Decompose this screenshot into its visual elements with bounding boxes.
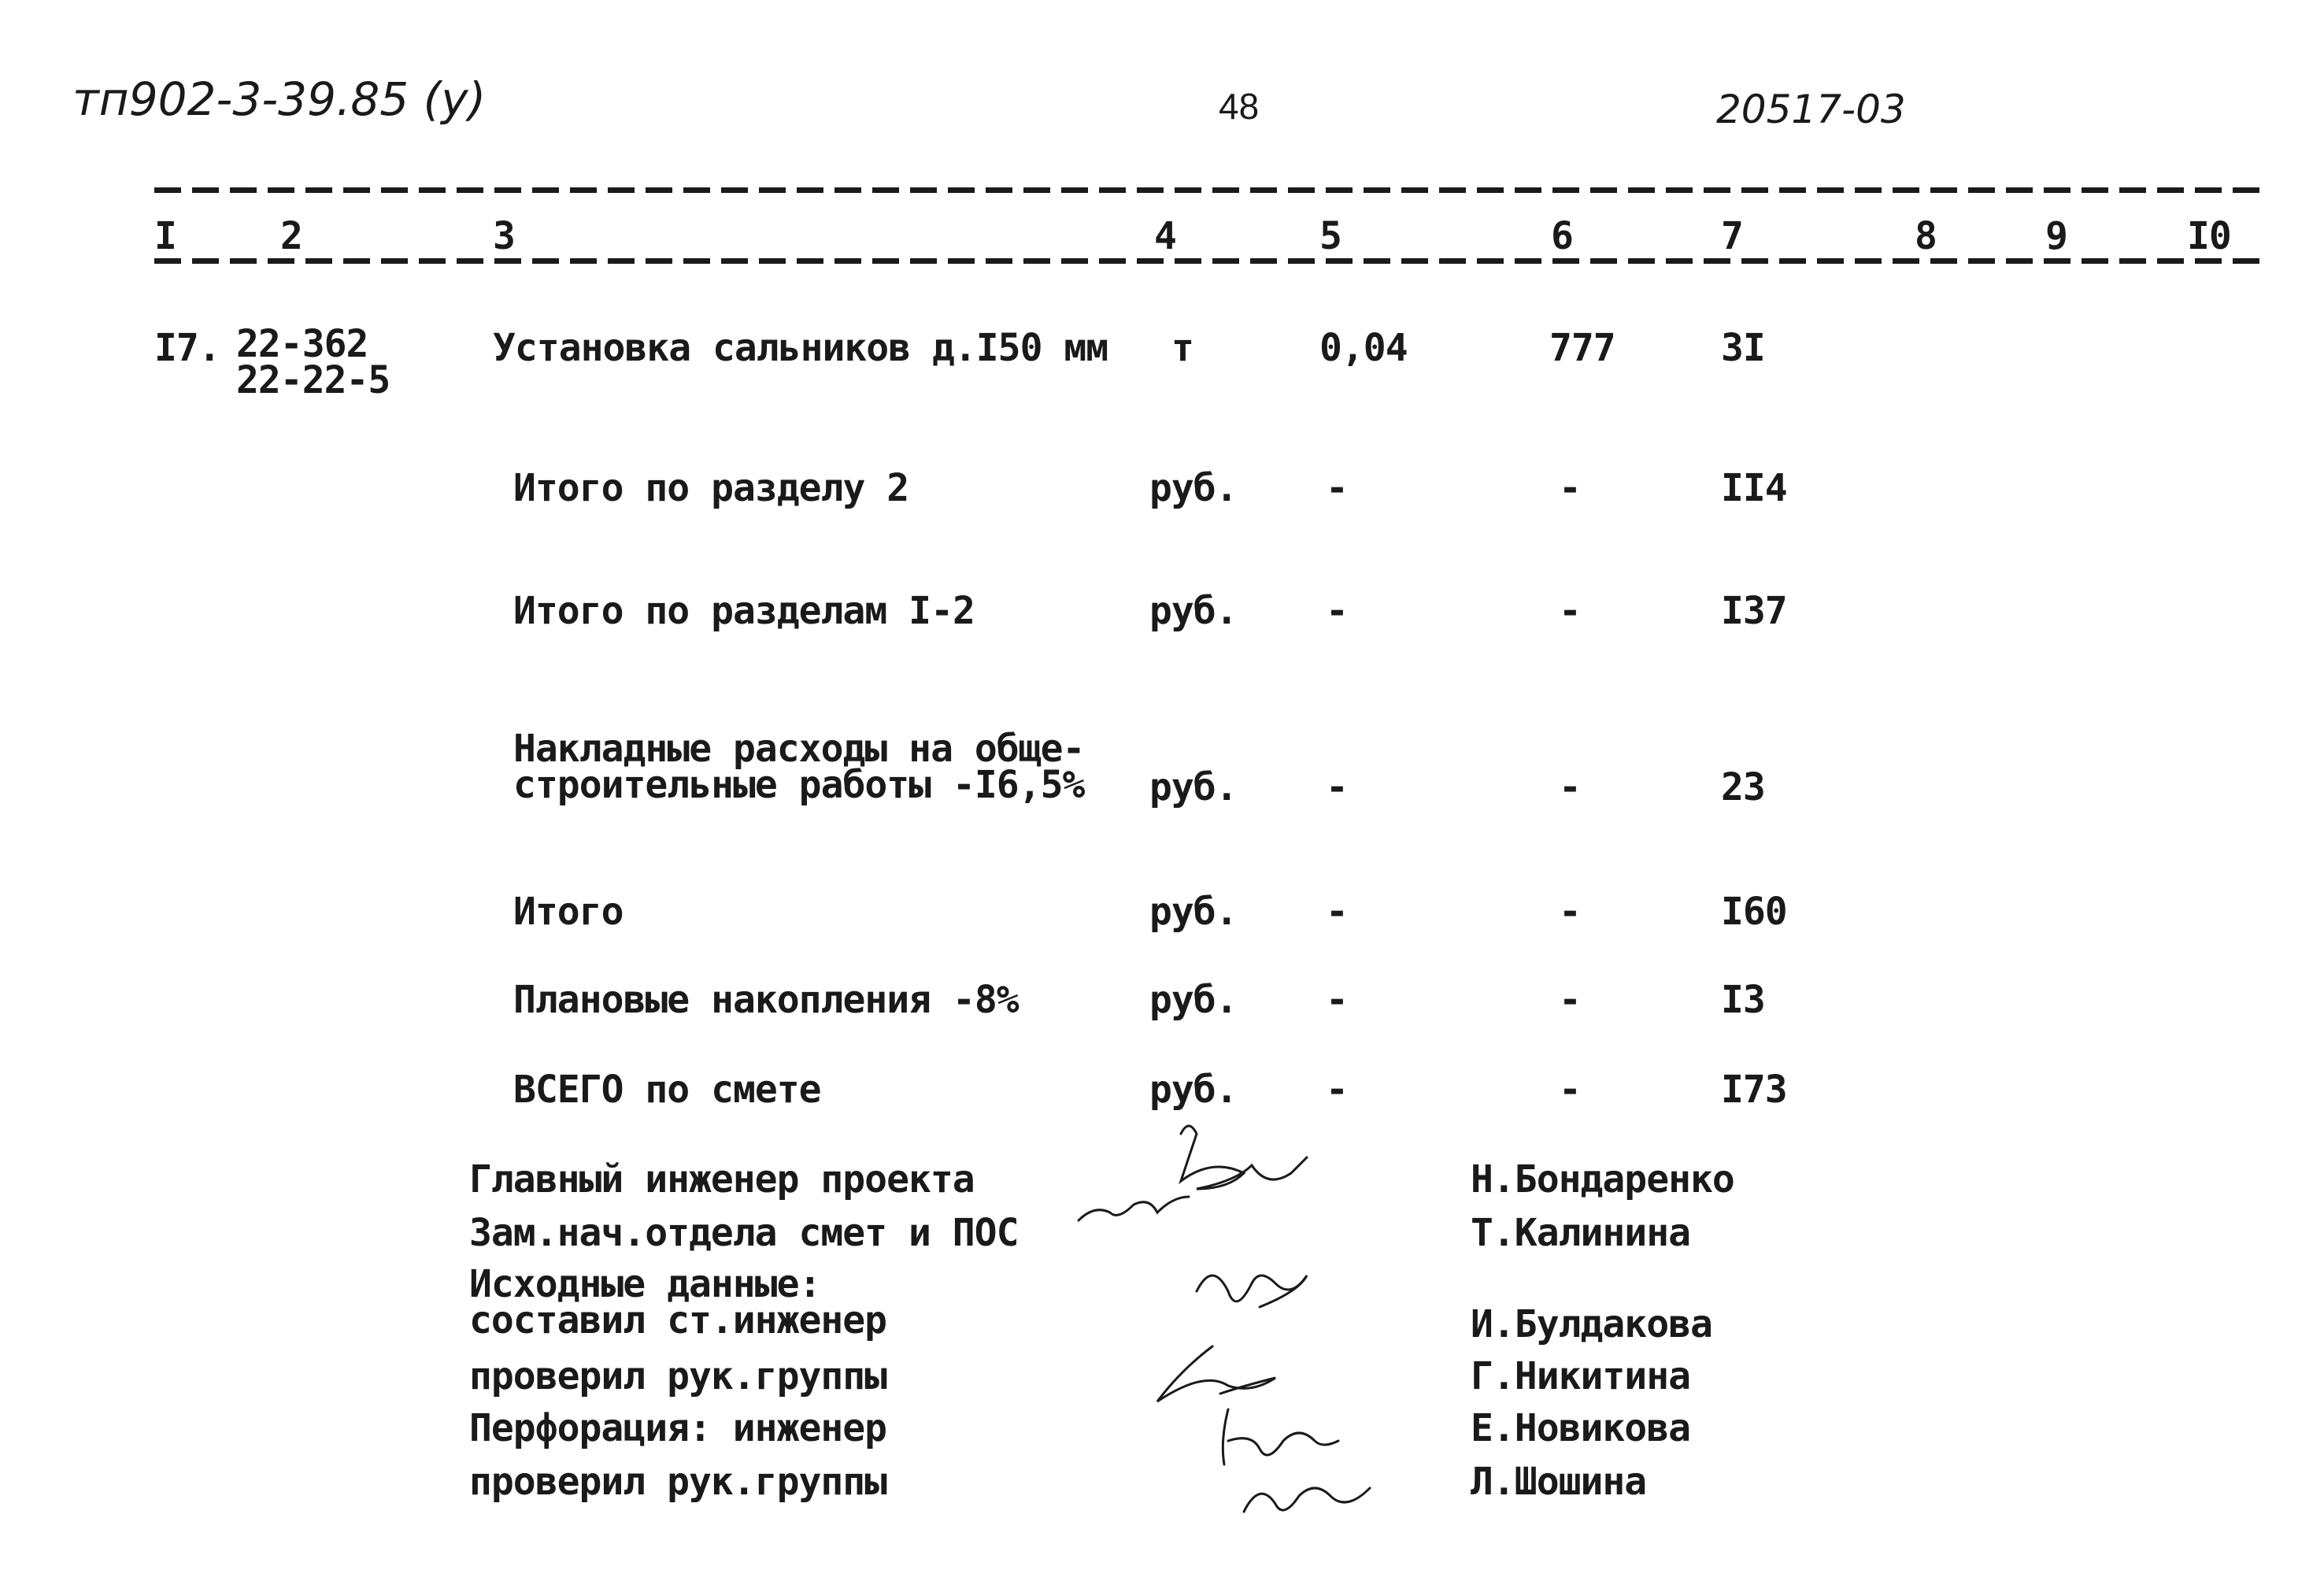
summary-unit: руб. (1149, 466, 1238, 510)
quantity: 0,04 (1319, 326, 1408, 370)
column-header-2: 2 (280, 214, 302, 258)
summary-unit: руб. (1149, 890, 1238, 934)
summary-unit: руб. (1149, 978, 1238, 1022)
rate-code (236, 322, 390, 402)
handwritten-signatures (1055, 1102, 1386, 1543)
column-header-dashed-rule (154, 258, 2264, 264)
column-header-1: I (154, 214, 176, 258)
column-header-4: 4 (1154, 214, 1176, 258)
summary-col6: - (1559, 589, 1581, 633)
signature-scribble-4 (1157, 1346, 1275, 1401)
rate-code-line-2: 22-22-5 (236, 358, 390, 402)
signature-name: Е.Новикова (1471, 1406, 1690, 1450)
signature-scribble-3 (1197, 1276, 1307, 1307)
summary-col5: - (1326, 765, 1348, 809)
column-header-6: 6 (1551, 214, 1573, 258)
column-header-5: 5 (1319, 214, 1341, 258)
signature-role-line-2: составил ст.инженер (469, 1298, 887, 1342)
signature-name: Г.Никитина (1471, 1354, 1690, 1398)
summary-col7: I37 (1721, 589, 1787, 633)
summary-col7: I73 (1721, 1068, 1787, 1112)
summary-col6: - (1559, 765, 1581, 809)
column-header-8: 8 (1915, 214, 1937, 258)
signature-name: Т.Калинина (1471, 1211, 1690, 1255)
summary-col5: - (1326, 1068, 1348, 1112)
signature-role (469, 1262, 887, 1342)
document-number: 20517-03 (1716, 87, 1906, 132)
summary-label: ВСЕГО по смете (513, 1068, 821, 1112)
page-number: 48 (1219, 86, 1260, 127)
signature-scribble-2 (1079, 1197, 1189, 1220)
signature-scribble-6 (1244, 1488, 1370, 1512)
unit: т (1171, 326, 1193, 370)
work-name: Установка сальников д.I50 мм (493, 326, 1108, 370)
signature-role: Перфорация: инженер (469, 1406, 887, 1450)
signature-scribble-5 (1223, 1409, 1338, 1464)
summary-col7: I60 (1721, 890, 1787, 934)
summary-col6: - (1559, 978, 1581, 1022)
column-header-7: 7 (1721, 214, 1743, 258)
summary-unit: руб. (1149, 1068, 1238, 1112)
summary-col5: - (1326, 589, 1348, 633)
summary-col5: - (1326, 466, 1348, 510)
summary-label: Итого по разделам I-2 (513, 589, 975, 633)
summary-col6: - (1559, 890, 1581, 934)
summary-col5: - (1326, 978, 1348, 1022)
signature-role: Главный инженер проекта (469, 1157, 975, 1201)
summary-label: Итого по разделу 2 (513, 466, 909, 510)
signature-name: И.Булдакова (1471, 1302, 1712, 1346)
summary-label: Плановые накопления -8% (513, 978, 1019, 1022)
summary-label: Итого (513, 890, 624, 934)
row-number: I7. (154, 326, 220, 370)
signature-scribble-1 (1181, 1126, 1307, 1189)
summary-col7: 23 (1721, 765, 1765, 809)
rate-code-line-1: 22-362 (236, 322, 368, 366)
signature-name: Л.Шошина (1471, 1460, 1647, 1504)
summary-col7: II4 (1721, 466, 1787, 510)
summary-col7: I3 (1721, 978, 1765, 1022)
document-code: тп902-3-39.85 (у) (72, 72, 487, 126)
summary-unit: руб. (1149, 765, 1238, 809)
summary-label-line-1: Накладные расходы на обще- (513, 727, 1085, 771)
signature-name: Н.Бондаренко (1471, 1157, 1734, 1201)
total-cost: 3I (1721, 326, 1765, 370)
column-header-3: 3 (493, 214, 515, 258)
top-dashed-rule (154, 187, 2264, 193)
column-header-10: I0 (2187, 214, 2231, 258)
unit-price: 777 (1549, 326, 1615, 370)
signature-role-line-1: Исходные данные: (469, 1262, 821, 1306)
column-header-9: 9 (2045, 214, 2067, 258)
signature-role: проверил рук.группы (469, 1460, 887, 1504)
summary-col5: - (1326, 890, 1348, 934)
summary-unit: руб. (1149, 589, 1238, 633)
summary-label-line-2: строительные работы -I6,5% (513, 763, 1085, 807)
summary-label (513, 727, 1085, 807)
summary-col6: - (1559, 466, 1581, 510)
signature-role: проверил рук.группы (469, 1354, 887, 1398)
summary-col6: - (1559, 1068, 1581, 1112)
signature-role: Зам.нач.отдела смет и ПОС (469, 1211, 1019, 1255)
